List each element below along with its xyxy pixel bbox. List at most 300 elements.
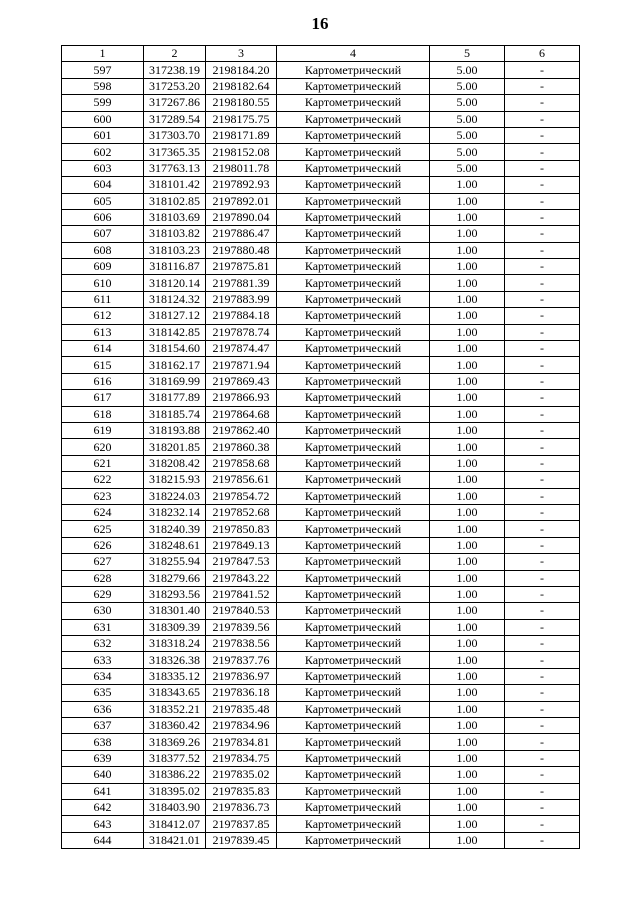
accuracy-cell: 1.00 (430, 816, 505, 832)
point-number-cell: 620 (62, 439, 144, 455)
y-coordinate-cell: 2197836.18 (206, 685, 277, 701)
method-cell: Картометрический (277, 767, 430, 783)
x-coordinate-cell: 318360.42 (144, 718, 206, 734)
x-coordinate-cell: 317289.54 (144, 111, 206, 127)
table-row (62, 62, 580, 78)
method-cell: Картометрический (277, 62, 430, 78)
point-number-cell: 618 (62, 406, 144, 422)
point-number-cell: 608 (62, 242, 144, 258)
y-coordinate-cell: 2197850.83 (206, 521, 277, 537)
y-coordinate-cell: 2197840.53 (206, 603, 277, 619)
y-coordinate-cell: 2198180.55 (206, 95, 277, 111)
note-cell: - (505, 95, 580, 111)
note-cell: - (505, 226, 580, 242)
table-row (62, 422, 580, 438)
x-coordinate-cell: 317365.35 (144, 144, 206, 160)
y-coordinate-cell: 2197837.85 (206, 816, 277, 832)
point-number-cell: 625 (62, 521, 144, 537)
method-cell: Картометрический (277, 816, 430, 832)
note-cell: - (505, 291, 580, 307)
table-row (62, 390, 580, 406)
method-cell: Картометрический (277, 373, 430, 389)
accuracy-cell: 1.00 (430, 668, 505, 684)
column-header: 5 (430, 46, 505, 62)
note-cell: - (505, 275, 580, 291)
y-coordinate-cell: 2198184.20 (206, 62, 277, 78)
x-coordinate-cell: 318403.90 (144, 799, 206, 815)
method-cell: Картометрический (277, 718, 430, 734)
table-row (62, 209, 580, 225)
y-coordinate-cell: 2197880.48 (206, 242, 277, 258)
y-coordinate-cell: 2197836.97 (206, 668, 277, 684)
table-row (62, 455, 580, 471)
method-cell: Картометрический (277, 586, 430, 602)
x-coordinate-cell: 318309.39 (144, 619, 206, 635)
method-cell: Картометрический (277, 685, 430, 701)
point-number-cell: 626 (62, 537, 144, 553)
x-coordinate-cell: 318224.03 (144, 488, 206, 504)
y-coordinate-cell: 2198175.75 (206, 111, 277, 127)
method-cell: Картометрический (277, 275, 430, 291)
accuracy-cell: 1.00 (430, 341, 505, 357)
accuracy-cell: 1.00 (430, 554, 505, 570)
x-coordinate-cell: 318102.85 (144, 193, 206, 209)
method-cell: Картометрический (277, 78, 430, 94)
x-coordinate-cell: 318142.85 (144, 324, 206, 340)
accuracy-cell: 1.00 (430, 799, 505, 815)
x-coordinate-cell: 318162.17 (144, 357, 206, 373)
column-header: 3 (206, 46, 277, 62)
y-coordinate-cell: 2197834.81 (206, 734, 277, 750)
method-cell: Картометрический (277, 357, 430, 373)
table-row (62, 832, 580, 848)
point-number-cell: 601 (62, 127, 144, 143)
method-cell: Картометрический (277, 521, 430, 537)
accuracy-cell: 1.00 (430, 373, 505, 389)
table-row (62, 652, 580, 668)
point-number-cell: 619 (62, 422, 144, 438)
y-coordinate-cell: 2198171.89 (206, 127, 277, 143)
point-number-cell: 637 (62, 718, 144, 734)
table-row (62, 554, 580, 570)
point-number-cell: 603 (62, 160, 144, 176)
table-row (62, 308, 580, 324)
point-number-cell: 641 (62, 783, 144, 799)
point-number-cell: 627 (62, 554, 144, 570)
accuracy-cell: 1.00 (430, 685, 505, 701)
method-cell: Картометрический (277, 603, 430, 619)
method-cell: Картометрический (277, 554, 430, 570)
method-cell: Картометрический (277, 439, 430, 455)
method-cell: Картометрический (277, 504, 430, 520)
point-number-cell: 607 (62, 226, 144, 242)
point-number-cell: 613 (62, 324, 144, 340)
y-coordinate-cell: 2197890.04 (206, 209, 277, 225)
point-number-cell: 640 (62, 767, 144, 783)
point-number-cell: 624 (62, 504, 144, 520)
y-coordinate-cell: 2197858.68 (206, 455, 277, 471)
table-row (62, 799, 580, 815)
note-cell: - (505, 177, 580, 193)
table-row (62, 685, 580, 701)
accuracy-cell: 1.00 (430, 652, 505, 668)
accuracy-cell: 1.00 (430, 586, 505, 602)
page-number: 16 (311, 14, 329, 33)
table-row (62, 144, 580, 160)
y-coordinate-cell: 2198011.78 (206, 160, 277, 176)
note-cell: - (505, 324, 580, 340)
point-number-cell: 622 (62, 472, 144, 488)
note-cell: - (505, 390, 580, 406)
x-coordinate-cell: 318421.01 (144, 832, 206, 848)
method-cell: Картометрический (277, 422, 430, 438)
point-number-cell: 605 (62, 193, 144, 209)
point-number-cell: 621 (62, 455, 144, 471)
y-coordinate-cell: 2197836.73 (206, 799, 277, 815)
table-row (62, 504, 580, 520)
method-cell: Картометрический (277, 177, 430, 193)
y-coordinate-cell: 2198152.08 (206, 144, 277, 160)
note-cell: - (505, 586, 580, 602)
point-number-cell: 642 (62, 799, 144, 815)
y-coordinate-cell: 2197878.74 (206, 324, 277, 340)
accuracy-cell: 1.00 (430, 209, 505, 225)
point-number-cell: 631 (62, 619, 144, 635)
point-number-cell: 628 (62, 570, 144, 586)
y-coordinate-cell: 2197892.93 (206, 177, 277, 193)
table-row (62, 619, 580, 635)
accuracy-cell: 1.00 (430, 734, 505, 750)
y-coordinate-cell: 2197875.81 (206, 259, 277, 275)
accuracy-cell: 5.00 (430, 144, 505, 160)
method-cell: Картометрический (277, 472, 430, 488)
x-coordinate-cell: 318352.21 (144, 701, 206, 717)
y-coordinate-cell: 2197884.18 (206, 308, 277, 324)
accuracy-cell: 1.00 (430, 619, 505, 635)
x-coordinate-cell: 318248.61 (144, 537, 206, 553)
point-number-cell: 606 (62, 209, 144, 225)
x-coordinate-cell: 318240.39 (144, 521, 206, 537)
table-row (62, 111, 580, 127)
x-coordinate-cell: 318103.69 (144, 209, 206, 225)
note-cell: - (505, 816, 580, 832)
accuracy-cell: 1.00 (430, 177, 505, 193)
note-cell: - (505, 341, 580, 357)
table-row (62, 341, 580, 357)
x-coordinate-cell: 318301.40 (144, 603, 206, 619)
table-row (62, 357, 580, 373)
table-row (62, 701, 580, 717)
table-row (62, 226, 580, 242)
accuracy-cell: 1.00 (430, 504, 505, 520)
point-number-cell: 638 (62, 734, 144, 750)
table-row (62, 472, 580, 488)
point-number-cell: 614 (62, 341, 144, 357)
table-row (62, 537, 580, 553)
note-cell: - (505, 685, 580, 701)
accuracy-cell: 5.00 (430, 111, 505, 127)
x-coordinate-cell: 318343.65 (144, 685, 206, 701)
accuracy-cell: 1.00 (430, 275, 505, 291)
column-header: 4 (277, 46, 430, 62)
y-coordinate-cell: 2197838.56 (206, 636, 277, 652)
method-cell: Картометрический (277, 160, 430, 176)
note-cell: - (505, 603, 580, 619)
point-number-cell: 636 (62, 701, 144, 717)
method-cell: Картометрический (277, 259, 430, 275)
point-number-cell: 609 (62, 259, 144, 275)
y-coordinate-cell: 2197883.99 (206, 291, 277, 307)
method-cell: Картометрический (277, 127, 430, 143)
point-number-cell: 610 (62, 275, 144, 291)
accuracy-cell: 1.00 (430, 488, 505, 504)
y-coordinate-cell: 2197862.40 (206, 422, 277, 438)
method-cell: Картометрический (277, 734, 430, 750)
accuracy-cell: 1.00 (430, 636, 505, 652)
y-coordinate-cell: 2198182.64 (206, 78, 277, 94)
method-cell: Картометрический (277, 390, 430, 406)
y-coordinate-cell: 2197866.93 (206, 390, 277, 406)
accuracy-cell: 1.00 (430, 718, 505, 734)
note-cell: - (505, 111, 580, 127)
point-number-cell: 635 (62, 685, 144, 701)
note-cell: - (505, 799, 580, 815)
table-row (62, 439, 580, 455)
y-coordinate-cell: 2197871.94 (206, 357, 277, 373)
point-number-cell: 617 (62, 390, 144, 406)
accuracy-cell: 5.00 (430, 160, 505, 176)
y-coordinate-cell: 2197839.45 (206, 832, 277, 848)
note-cell: - (505, 357, 580, 373)
x-coordinate-cell: 318255.94 (144, 554, 206, 570)
note-cell: - (505, 750, 580, 766)
table-row (62, 750, 580, 766)
x-coordinate-cell: 318103.23 (144, 242, 206, 258)
table-row (62, 291, 580, 307)
accuracy-cell: 1.00 (430, 406, 505, 422)
x-coordinate-cell: 317238.19 (144, 62, 206, 78)
y-coordinate-cell: 2197852.68 (206, 504, 277, 520)
y-coordinate-cell: 2197837.76 (206, 652, 277, 668)
table-row (62, 783, 580, 799)
point-number-cell: 633 (62, 652, 144, 668)
table-body (62, 62, 580, 849)
point-number-cell: 602 (62, 144, 144, 160)
accuracy-cell: 1.00 (430, 324, 505, 340)
x-coordinate-cell: 318124.32 (144, 291, 206, 307)
method-cell: Картометрический (277, 242, 430, 258)
note-cell: - (505, 422, 580, 438)
table-row (62, 259, 580, 275)
note-cell: - (505, 160, 580, 176)
point-number-cell: 599 (62, 95, 144, 111)
column-header: 2 (144, 46, 206, 62)
x-coordinate-cell: 318412.07 (144, 816, 206, 832)
method-cell: Картометрический (277, 783, 430, 799)
point-number-cell: 597 (62, 62, 144, 78)
x-coordinate-cell: 318335.12 (144, 668, 206, 684)
x-coordinate-cell: 317763.13 (144, 160, 206, 176)
method-cell: Картометрический (277, 95, 430, 111)
point-number-cell: 600 (62, 111, 144, 127)
y-coordinate-cell: 2197847.53 (206, 554, 277, 570)
table-row (62, 636, 580, 652)
x-coordinate-cell: 318215.93 (144, 472, 206, 488)
x-coordinate-cell: 318103.82 (144, 226, 206, 242)
note-cell: - (505, 734, 580, 750)
accuracy-cell: 5.00 (430, 95, 505, 111)
x-coordinate-cell: 318201.85 (144, 439, 206, 455)
note-cell: - (505, 406, 580, 422)
method-cell: Картометрический (277, 668, 430, 684)
method-cell: Картометрический (277, 537, 430, 553)
accuracy-cell: 1.00 (430, 259, 505, 275)
table-row (62, 193, 580, 209)
method-cell: Картометрический (277, 750, 430, 766)
method-cell: Картометрический (277, 619, 430, 635)
point-number-cell: 629 (62, 586, 144, 602)
method-cell: Картометрический (277, 455, 430, 471)
note-cell: - (505, 783, 580, 799)
method-cell: Картометрический (277, 832, 430, 848)
note-cell: - (505, 636, 580, 652)
note-cell: - (505, 242, 580, 258)
note-cell: - (505, 127, 580, 143)
note-cell: - (505, 259, 580, 275)
note-cell: - (505, 144, 580, 160)
method-cell: Картометрический (277, 111, 430, 127)
note-cell: - (505, 668, 580, 684)
table-row (62, 718, 580, 734)
note-cell: - (505, 504, 580, 520)
point-number-cell: 644 (62, 832, 144, 848)
table-row (62, 127, 580, 143)
y-coordinate-cell: 2197886.47 (206, 226, 277, 242)
method-cell: Картометрический (277, 570, 430, 586)
note-cell: - (505, 832, 580, 848)
method-cell: Картометрический (277, 652, 430, 668)
table-row (62, 95, 580, 111)
x-coordinate-cell: 318279.66 (144, 570, 206, 586)
y-coordinate-cell: 2197834.96 (206, 718, 277, 734)
note-cell: - (505, 521, 580, 537)
table-row (62, 78, 580, 94)
coordinates-table (61, 45, 580, 849)
point-number-cell: 598 (62, 78, 144, 94)
accuracy-cell: 1.00 (430, 537, 505, 553)
point-number-cell: 643 (62, 816, 144, 832)
accuracy-cell: 1.00 (430, 603, 505, 619)
x-coordinate-cell: 318326.38 (144, 652, 206, 668)
accuracy-cell: 1.00 (430, 701, 505, 717)
note-cell: - (505, 767, 580, 783)
x-coordinate-cell: 318318.24 (144, 636, 206, 652)
y-coordinate-cell: 2197854.72 (206, 488, 277, 504)
note-cell: - (505, 570, 580, 586)
note-cell: - (505, 488, 580, 504)
note-cell: - (505, 472, 580, 488)
accuracy-cell: 1.00 (430, 422, 505, 438)
note-cell: - (505, 718, 580, 734)
accuracy-cell: 1.00 (430, 291, 505, 307)
method-cell: Картометрический (277, 291, 430, 307)
point-number-cell: 639 (62, 750, 144, 766)
y-coordinate-cell: 2197860.38 (206, 439, 277, 455)
y-coordinate-cell: 2197869.43 (206, 373, 277, 389)
table-row (62, 324, 580, 340)
accuracy-cell: 1.00 (430, 193, 505, 209)
table-row (62, 603, 580, 619)
y-coordinate-cell: 2197881.39 (206, 275, 277, 291)
y-coordinate-cell: 2197856.61 (206, 472, 277, 488)
table-row (62, 586, 580, 602)
note-cell: - (505, 209, 580, 225)
x-coordinate-cell: 318193.88 (144, 422, 206, 438)
note-cell: - (505, 193, 580, 209)
method-cell: Картометрический (277, 636, 430, 652)
table-row (62, 767, 580, 783)
point-number-cell: 611 (62, 291, 144, 307)
note-cell: - (505, 78, 580, 94)
y-coordinate-cell: 2197874.47 (206, 341, 277, 357)
table-row (62, 275, 580, 291)
table-header (62, 46, 580, 62)
y-coordinate-cell: 2197849.13 (206, 537, 277, 553)
x-coordinate-cell: 318185.74 (144, 406, 206, 422)
y-coordinate-cell: 2197835.48 (206, 701, 277, 717)
x-coordinate-cell: 318120.14 (144, 275, 206, 291)
table-row (62, 734, 580, 750)
table-row (62, 488, 580, 504)
x-coordinate-cell: 318369.26 (144, 734, 206, 750)
y-coordinate-cell: 2197892.01 (206, 193, 277, 209)
x-coordinate-cell: 317267.86 (144, 95, 206, 111)
accuracy-cell: 1.00 (430, 783, 505, 799)
note-cell: - (505, 537, 580, 553)
note-cell: - (505, 652, 580, 668)
accuracy-cell: 1.00 (430, 308, 505, 324)
accuracy-cell: 5.00 (430, 127, 505, 143)
y-coordinate-cell: 2197835.02 (206, 767, 277, 783)
method-cell: Картометрический (277, 701, 430, 717)
accuracy-cell: 1.00 (430, 767, 505, 783)
note-cell: - (505, 308, 580, 324)
table-row (62, 668, 580, 684)
method-cell: Картометрический (277, 341, 430, 357)
x-coordinate-cell: 317303.70 (144, 127, 206, 143)
point-number-cell: 630 (62, 603, 144, 619)
note-cell: - (505, 439, 580, 455)
y-coordinate-cell: 2197835.83 (206, 783, 277, 799)
note-cell: - (505, 455, 580, 471)
column-header: 6 (505, 46, 580, 62)
point-number-cell: 612 (62, 308, 144, 324)
point-number-cell: 632 (62, 636, 144, 652)
x-coordinate-cell: 318169.99 (144, 373, 206, 389)
y-coordinate-cell: 2197864.68 (206, 406, 277, 422)
x-coordinate-cell: 318127.12 (144, 308, 206, 324)
y-coordinate-cell: 2197843.22 (206, 570, 277, 586)
table-row (62, 373, 580, 389)
x-coordinate-cell: 318154.60 (144, 341, 206, 357)
x-coordinate-cell: 318395.02 (144, 783, 206, 799)
method-cell: Картометрический (277, 488, 430, 504)
table-row (62, 521, 580, 537)
accuracy-cell: 1.00 (430, 439, 505, 455)
point-number-cell: 604 (62, 177, 144, 193)
x-coordinate-cell: 317253.20 (144, 78, 206, 94)
table-row (62, 406, 580, 422)
